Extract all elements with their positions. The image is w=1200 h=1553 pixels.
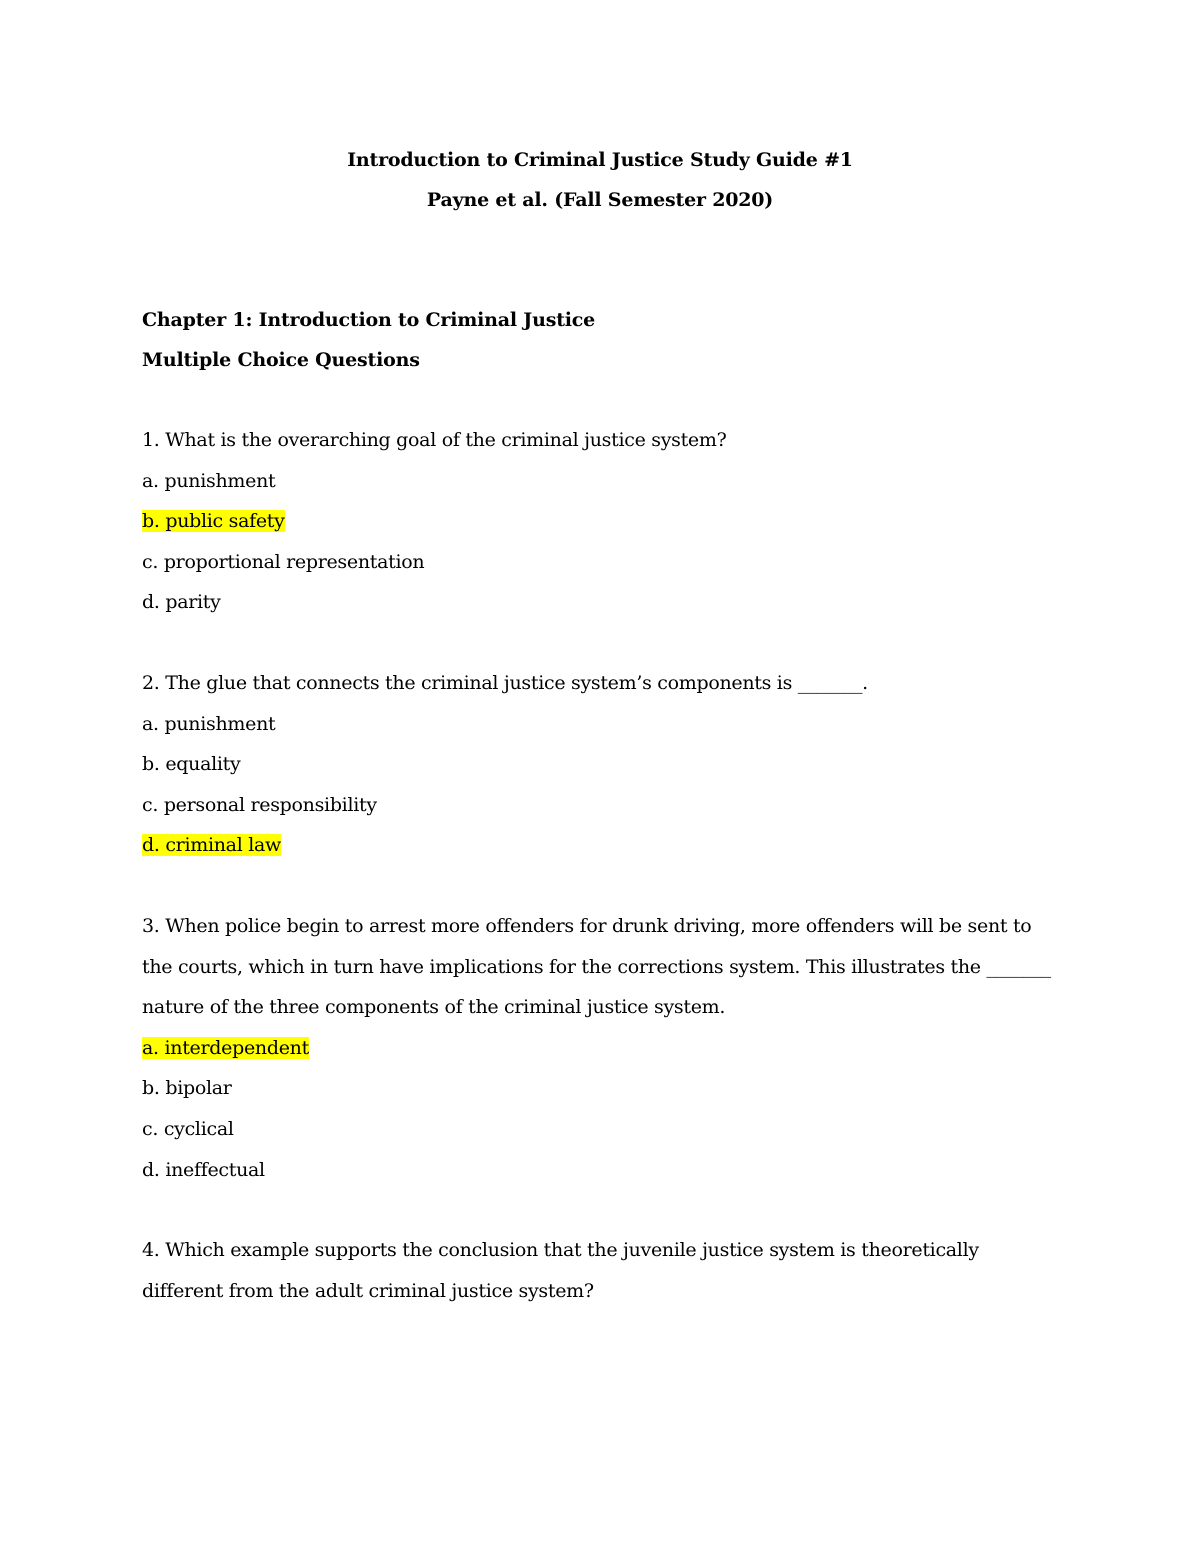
question-text-line: nature of the three components of the criminal justice system.: [142, 996, 726, 1019]
answer-option: [142, 1150, 1072, 1191]
chapter-title: Chapter 1: Introduction to Criminal Justice: [142, 309, 596, 331]
question-text: 1. What is the overarching goal of the criminal justice system?: [142, 429, 727, 451]
question-3: [142, 906, 1072, 1190]
question-text-line: 3. When police begin to arrest more offenders for drunk driving, more offenders will be sent to: [142, 914, 1032, 937]
answer-option-highlighted: [142, 825, 1072, 866]
answer-option: [142, 1068, 1072, 1109]
question-text-line: different from the adult criminal justice system?: [142, 1279, 594, 1302]
section-title: Multiple Choice Questions: [142, 349, 420, 371]
question-text-line: 4. Which example supports the conclusion that the juvenile justice system is theoretically: [142, 1239, 979, 1262]
option-text: d. criminal law: [142, 834, 281, 857]
option-text: a. interdependent: [142, 1036, 309, 1059]
document-header: [0, 140, 1200, 220]
question-4: [142, 1230, 1072, 1311]
document-subtitle: Payne et al. (Fall Semester 2020): [426, 189, 774, 211]
question-1: [142, 420, 1072, 623]
answer-option: [142, 704, 1072, 745]
spacer: [142, 623, 1072, 663]
answer-option: [142, 582, 1072, 623]
answer-option: [142, 785, 1072, 826]
option-text: c. personal responsibility: [142, 793, 377, 816]
option-text: d. parity: [142, 591, 221, 614]
option-text: b. public safety: [142, 510, 285, 533]
answer-option-highlighted: [142, 501, 1072, 542]
option-text: c. cyclical: [142, 1117, 234, 1140]
spacer: [142, 1190, 1072, 1230]
question-2: [142, 663, 1072, 866]
option-text: b. equality: [142, 753, 241, 776]
document-title: Introduction to Criminal Justice Study Guide #1: [347, 149, 853, 171]
answer-option: [142, 461, 1072, 502]
answer-option-highlighted: [142, 1028, 1072, 1069]
spacer: [142, 866, 1072, 906]
answer-option: [142, 744, 1072, 785]
option-text: a. punishment: [142, 712, 276, 735]
spacer: [142, 380, 1072, 420]
option-text: a. punishment: [142, 469, 276, 492]
answer-option: [142, 1109, 1072, 1150]
answer-option: [142, 542, 1072, 583]
option-text: b. bipolar: [142, 1077, 232, 1100]
question-text-line: the courts, which in turn have implications for the corrections system. This illustrates the _______: [142, 955, 1051, 978]
question-text: 2. The glue that connects the criminal justice system’s components is _______.: [142, 671, 868, 694]
option-text: d. ineffectual: [142, 1158, 265, 1181]
document-body: [142, 300, 1072, 1311]
option-text: c. proportional representation: [142, 550, 425, 573]
